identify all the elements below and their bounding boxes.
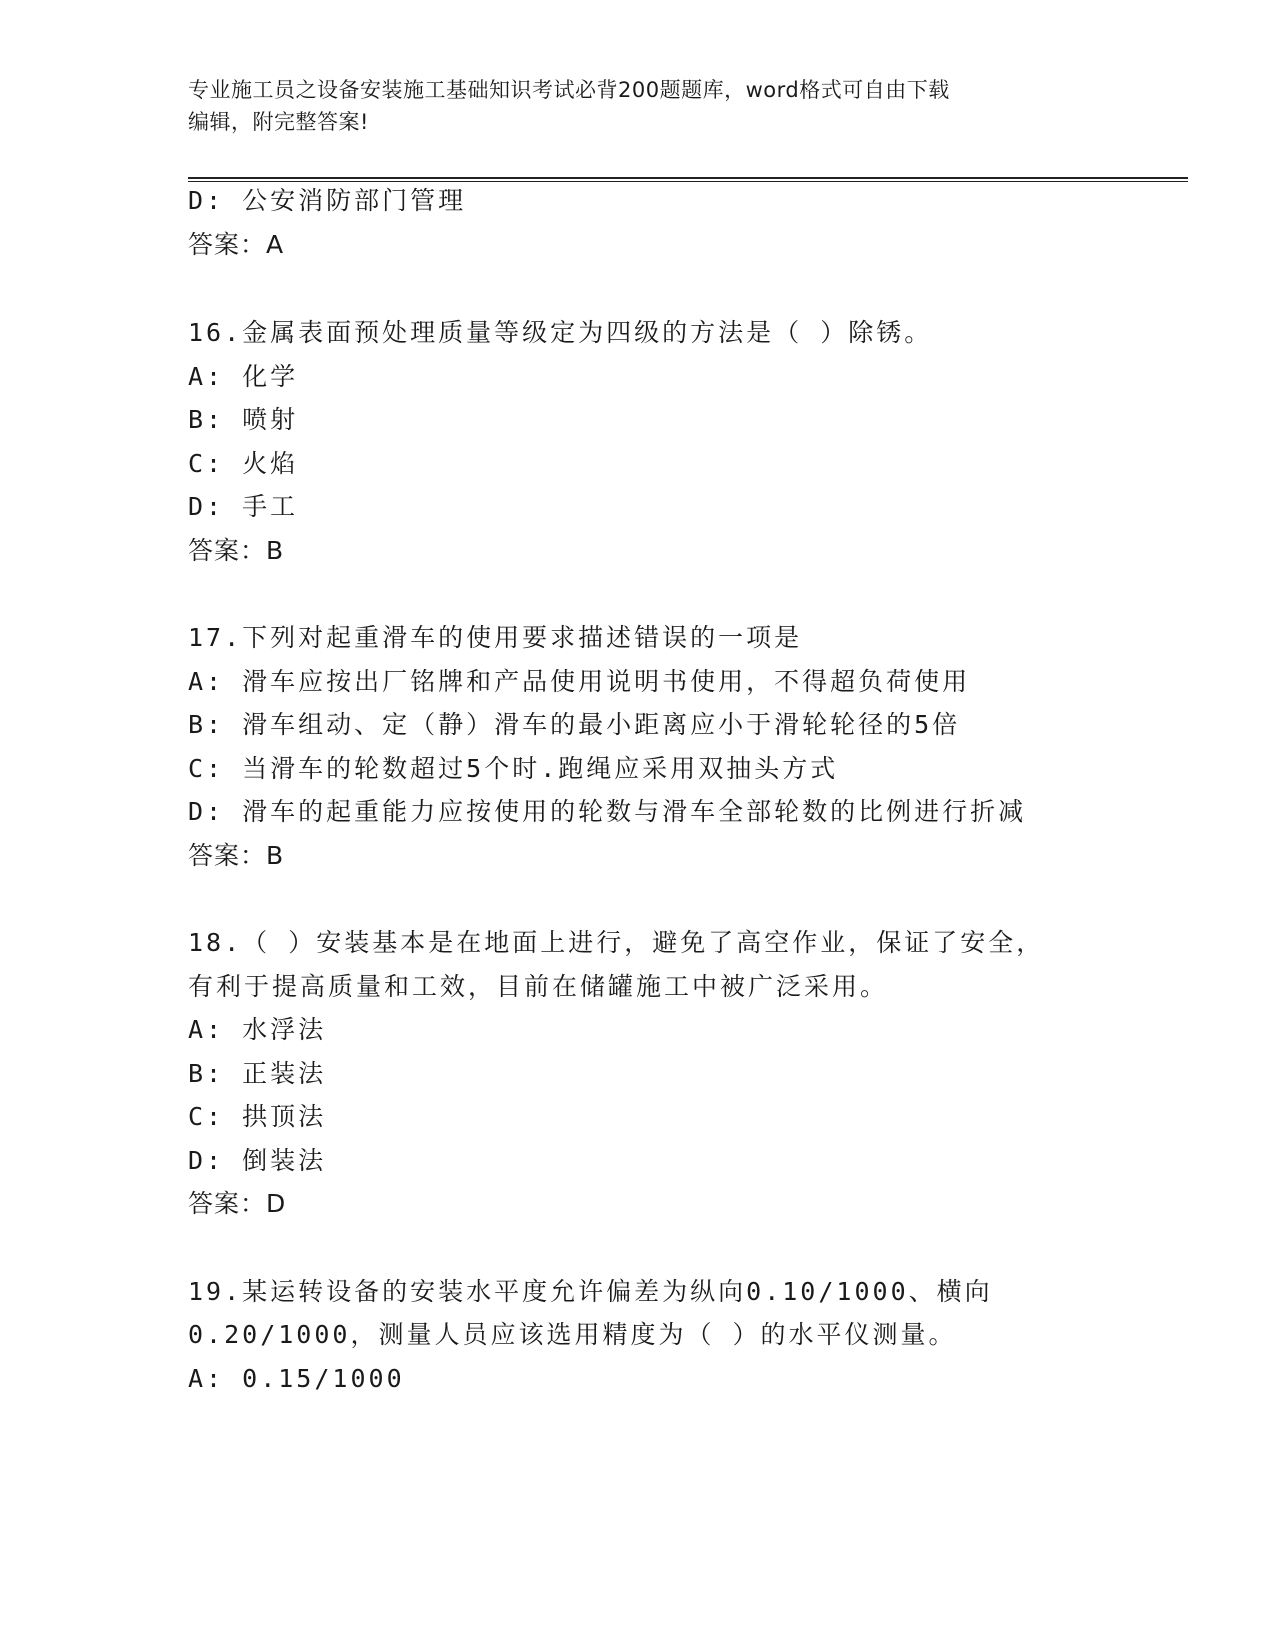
q17-option-b: B: 滑车组动、定（静）滑车的最小距离应小于滑轮轮径的5倍 <box>188 710 961 739</box>
q19-option-a: A: 0.15/1000 <box>188 1364 405 1393</box>
q16-option-c: C: 火焰 <box>188 449 299 478</box>
q17-question: 17.下列对起重滑车的使用要求描述错误的一项是 <box>188 623 803 652</box>
q16-option-a: A: 化学 <box>188 362 299 391</box>
q16-question: 16.金属表面预处理质量等级定为四级的方法是（ ）除锈。 <box>188 318 933 347</box>
q16-answer: 答案：B <box>188 536 285 565</box>
q16-option-d: D: 手工 <box>188 492 299 521</box>
q18-question-line-1: 18.（ ）安装基本是在地面上进行，避免了高空作业，保证了安全， <box>188 928 1045 957</box>
q19-question-line-1: 19.某运转设备的安装水平度允许偏差为纵向0.10/1000、横向 <box>188 1277 993 1306</box>
q18-option-d: D: 倒装法 <box>188 1146 327 1175</box>
q19-question-line-2: 0.20/1000，测量人员应该选用精度为（ ）的水平仪测量。 <box>188 1320 957 1349</box>
q17-option-c: C: 当滑车的轮数超过5个时.跑绳应采用双抽头方式 <box>188 754 839 783</box>
document-header <box>188 74 1068 138</box>
q18-answer: 答案：D <box>188 1189 287 1218</box>
q18-option-a: A: 水浮法 <box>188 1015 327 1044</box>
q17-answer: 答案：B <box>188 841 285 870</box>
q17-option-d: D: 滑车的起重能力应按使用的轮数与滑车全部轮数的比例进行折减 <box>188 797 1027 826</box>
q18-option-c: C: 拱顶法 <box>188 1102 327 1131</box>
q18-option-b: B: 正装法 <box>188 1059 327 1088</box>
header-title-line-1: 专业施工员之设备安装施工基础知识考试必背200题题库，word格式可自由下载 <box>188 78 950 102</box>
q15-answer: 答案：A <box>188 230 285 259</box>
q16-option-b: B: 喷射 <box>188 405 299 434</box>
header-divider <box>188 177 1188 182</box>
q17-option-a: A: 滑车应按出厂铭牌和产品使用说明书使用，不得超负荷使用 <box>188 667 971 696</box>
q18-question-line-2: 有利于提高质量和工效，目前在储罐施工中被广泛采用。 <box>188 972 889 1001</box>
q15-option-d: D: 公安消防部门管理 <box>188 186 467 215</box>
header-title-line-2: 编辑，附完整答案! <box>188 110 369 134</box>
